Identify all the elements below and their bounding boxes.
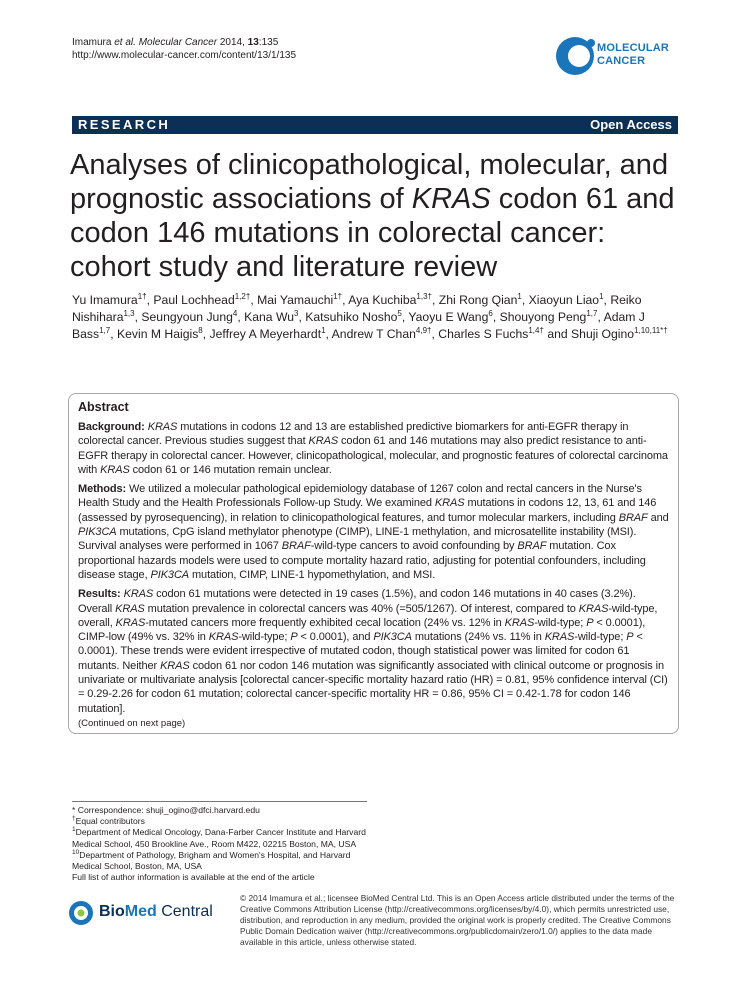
author-affiliation-marker: 1,2† [234, 291, 251, 301]
footnote-divider [72, 801, 367, 802]
footnote-marker: 1 [72, 826, 76, 834]
author-name: Shouyong Peng [499, 310, 587, 324]
text-run: < 0.0001), CIMP-low (49% vs. 32% in [78, 616, 646, 644]
italic-term: KRAS [578, 602, 609, 615]
citation-journal: Molecular Cancer [135, 37, 218, 48]
citation-year: 2014, [217, 37, 248, 48]
title-part: Analyses of clinicopathological, molecular, and prognostic associations of [70, 149, 669, 215]
author-name: Yu Imamura [72, 293, 138, 307]
author [348, 293, 432, 307]
continued-note: (Continued on next page) [78, 717, 186, 729]
abstract-results [78, 587, 669, 716]
journal-logo [555, 30, 680, 90]
text-run: mutation. Cox proportional hazards models were used to compute mortality hazard ratio, adjusting for potential confounders, including disease stage, [78, 540, 646, 581]
italic-term: KRAS [504, 616, 535, 629]
author-name: Aya Kuchiba [348, 293, 417, 307]
text-run: -wild-type cancers to avoid confounding by [310, 540, 518, 553]
footnote-text: Equal contributors [75, 816, 145, 827]
biomed-central-icon [68, 900, 94, 926]
author-name: Reiko Nishihara [72, 293, 642, 324]
author [500, 310, 598, 324]
italic-term: KRAS [100, 463, 130, 476]
text-run: -wild-type; [574, 631, 627, 644]
text-run: -wild-type; [238, 631, 291, 644]
abstract-background-text [78, 421, 668, 476]
author [244, 310, 298, 324]
italic-term: KRAS [115, 602, 145, 615]
italic-term: P [626, 631, 634, 644]
italic-term: KRAS [208, 631, 239, 644]
italic-term: BRAF [517, 540, 547, 553]
author-affiliation-marker: 1 [321, 325, 326, 335]
equal-contributors-note [72, 816, 382, 827]
italic-term: BRAF [618, 511, 648, 524]
article-title [70, 148, 680, 284]
footnote-marker: 10 [72, 848, 80, 856]
text-run: < 0.0001). These trends were evident irrespective of mutated codon, though statistical power was limited for codon 61 mutants. Neither [78, 631, 643, 672]
article-type-banner [72, 116, 678, 134]
author-affiliation-marker: 1,7 [99, 325, 111, 335]
text-run: codon 61 or 146 mutation remain unclear. [129, 463, 332, 476]
author-name: Kana Wu [244, 310, 295, 324]
citation-etal: et al. [111, 37, 136, 48]
text-run: codon 61 and 146 mutations may also predict resistance to anti-EGFR therapy in colorectal cancer. However, clinicopathological, molecular, and prognostic features of colorectal carcinoma with [78, 435, 668, 476]
author-name: Jeffrey A Meyerhardt [209, 327, 322, 341]
abstract-results-text [78, 588, 668, 714]
text-run: -mutated cancers more frequently exhibited cecal location (24% vs. 12% in [145, 616, 505, 629]
license-statement: © 2014 Imamura et al.; licensee BioMed Central Ltd. This is an Open Access article distributed under the terms of the Creative Commons Attribution License (http://creativecommons.org/licenses/by/4.0), which permits unrestricted use, distribution, and reproduction in any medium, provided the original work is properly credited. The Creative Commons Public Domain Dedication waiver (http://creativecommons.org/publicdomain/zero/1.0/) applies to the data made available in this article, unless otherwise stated. [240, 893, 675, 948]
author-name: Yaoyu E Wang [408, 310, 489, 324]
author-affiliation-marker: 1† [333, 291, 343, 301]
author-name: Seungyoun Jung [141, 310, 233, 324]
author [210, 327, 326, 341]
text-run: mutation, CIMP, LINE-1 hypomethylation, and MSI. [189, 568, 436, 581]
text-run: mutations in codons 12 and 13 are established predictive biomarkers for anti-EGFR therapy in colorectal cancer. Previous studies suggest that [78, 421, 629, 448]
author [141, 310, 237, 324]
author-affiliation-marker: 1,7 [586, 308, 598, 318]
open-access-label: Open Access [590, 117, 672, 132]
italic-term: P [290, 631, 298, 644]
abstract-methods [78, 482, 669, 582]
text-run: mutation prevalence in colorectal cancers was 40% (=505/1267). Of interest, compared to [144, 602, 579, 615]
text-run: -wild-type; [534, 616, 587, 629]
citation-authors: Imamura [72, 37, 112, 48]
italic-term: PIK3CA [150, 568, 190, 581]
italic-term: KRAS [115, 616, 146, 629]
italic-term: KRAS [123, 588, 154, 601]
italic-term: KRAS [544, 631, 575, 644]
author-name: Charles S Fuchs [438, 327, 529, 341]
citation-pages: :135 [258, 37, 279, 48]
author-affiliation-marker: 8 [198, 325, 203, 335]
author-name: Paul Lochhead [153, 293, 235, 307]
author [408, 310, 492, 324]
text-run: codon 61 nor codon 146 mutation was significantly associated with clinical outcome or prognosis in univariate or multivariate analysis [colorectal cancer-specific mortality hazard ratio (HR) = 0.81, 95% confidence interval (CI) = 0.29-2.26 for codon 61 mutation; colorectal cancer-specific mortality HR = 0.86, 95% CI = 0.42-1.78 for codon 146 mutation]. [78, 659, 668, 715]
author-affiliation-marker: 1,4† [528, 325, 544, 335]
text-run: mutations, CpG island methylator phenotype (CIMP), LINE-1 methylation, and microsatellite instability (MSI). Survival analyses were performed in 1067 [78, 526, 637, 553]
author-name: Andrew T Chan [331, 327, 416, 341]
author-list: Yu Imamura$^{1\dagger}$, Paul Lochhead$^{1,2\dagger}$, Mai Yamauchi$^{1\dagger}$, Aya Kuchiba$^{1,3\dagger}$, Zhi Rong Qian$^1$, Xiaoyun Liao$^1$, Reiko Nishihara$^{1,3}$, Seungyoun Jung$^4$, Kana Wu$^3$, Katsuhiko Nosho$^5$, Yaoyu E Wang$^6$, Shouyong Peng$^{1,7}$, Adam J Bass$^{1,7}$, Kevin M Haigis$^8$, Jeffrey A Meyerhardt$^1$, Andrew T Chan$^{4,9\dagger}$, Charles S Fuchs$^{1,4\dagger}$ and Shuji Ogino$^{1,10,11*\dagger}$ [72, 291, 668, 341]
author-affiliation-marker: 4 [232, 308, 238, 318]
abstract-methods-label: Methods: [78, 483, 127, 496]
article-citation [72, 36, 296, 62]
text-run: codon 61 mutations were detected in 19 cases (1.5%), and codon 146 mutations in 40 cases (3.2%). Overall [78, 588, 636, 615]
author [305, 310, 402, 324]
author-affiliation-marker: 3 [294, 308, 299, 318]
abstract-heading: Abstract [78, 400, 129, 414]
abstract-background-label: Background: [78, 421, 145, 433]
italic-term: KRAS [160, 659, 190, 672]
publisher-name-bio: Bio [99, 903, 125, 920]
footnotes [72, 805, 382, 883]
author-name: Shuji Ogino [571, 327, 635, 341]
text-run: -wild-type, overall, [78, 602, 658, 629]
abstract-results-label: Results: [78, 588, 121, 601]
author [117, 327, 203, 341]
author-name: Mai Yamauchi [257, 293, 334, 307]
text-run: mutations in codons 12, 13, 61 and 146 (assessed by pyrosequencing), in relation to clinicopathological features, and tumor molecular markers, including [78, 497, 657, 524]
italic-term: P [586, 616, 594, 629]
publisher-name [99, 903, 213, 921]
italic-term: KRAS [434, 497, 465, 510]
title-part: codon 61 and codon 146 mutations in colorectal cancer: cohort study and literature review [70, 183, 675, 283]
author-affiliation-marker: 4,9† [415, 325, 432, 335]
journal-logo-line1: MOLECULAR [597, 42, 670, 54]
author-affiliation-marker: 1 [517, 291, 522, 301]
footnote-marker: † [72, 815, 76, 823]
author [257, 293, 342, 307]
journal-logo-icon [555, 34, 599, 78]
text-run: and [647, 511, 669, 524]
italic-term: KRAS [308, 435, 339, 448]
citation-volume: 13 [247, 37, 259, 48]
citation-line [72, 36, 296, 49]
article-url[interactable]: http://www.molecular-cancer.com/content/13/1/135 [72, 50, 297, 61]
italic-term: PIK3CA [373, 631, 412, 644]
author [72, 293, 147, 307]
italic-term: PIK3CA [78, 526, 117, 539]
author-affiliation-marker: 1,3† [416, 291, 432, 301]
footnote-text: Department of Pathology, Brigham and Women's Hospital, and Harvard Medical School, Boston, MA, USA [72, 849, 351, 872]
footnote-text: Department of Medical Oncology, Dana-Farber Cancer Institute and Harvard Medical School, 450 Brookline Ave., Room M422, 02215 Boston, MA, USA [72, 827, 366, 849]
italic-term: KRAS [147, 421, 178, 433]
title-italic: KRAS [411, 183, 491, 215]
author [439, 293, 522, 307]
abstract-box [68, 393, 679, 734]
author [332, 327, 432, 341]
publisher-name-med: Med [124, 903, 157, 920]
text-run: We utilized a molecular pathological epidemiology database of 1267 colon and rectal cancers in the Nurse's Health Study and the Health Professionals Follow-up Study. We examined [78, 483, 642, 510]
author-name: Zhi Rong Qian [438, 293, 518, 307]
author [529, 293, 604, 307]
publisher-logo [68, 898, 218, 928]
author-affiliation-marker: 5 [397, 308, 402, 318]
author-name: Katsuhiko Nosho [305, 310, 398, 324]
italic-term: BRAF [281, 540, 311, 553]
article-type-label: RESEARCH [78, 117, 171, 132]
author-affiliation-marker: 6 [488, 308, 493, 318]
author-affiliation-marker: 1,10,11*† [634, 325, 668, 335]
author [571, 327, 668, 341]
text-run: < 0.0001), and [297, 631, 374, 644]
affiliation-1 [72, 827, 382, 849]
journal-logo-line2: CANCER [597, 55, 646, 67]
author [153, 293, 250, 307]
author-affiliation-marker: 1† [137, 291, 147, 301]
abstract-methods-text [78, 483, 669, 581]
author-name: Xiaoyun Liao [528, 293, 600, 307]
full-author-info-note: Full list of author information is available at the end of the article [72, 872, 315, 883]
author-affiliation-marker: 1,3 [123, 308, 135, 318]
publisher-name-central: Central [156, 903, 213, 920]
author-name: Adam J Bass [72, 310, 645, 341]
author-name: Kevin M Haigis [117, 327, 199, 341]
correspondence-note: * Correspondence: shuji_ogino@dfci.harvard.edu [72, 805, 260, 815]
text-run: mutations (24% vs. 11% in [411, 631, 545, 644]
abstract-background [78, 420, 669, 477]
author-affiliation-marker: 1 [599, 291, 604, 301]
affiliation-10 [72, 850, 382, 872]
author [438, 327, 544, 341]
